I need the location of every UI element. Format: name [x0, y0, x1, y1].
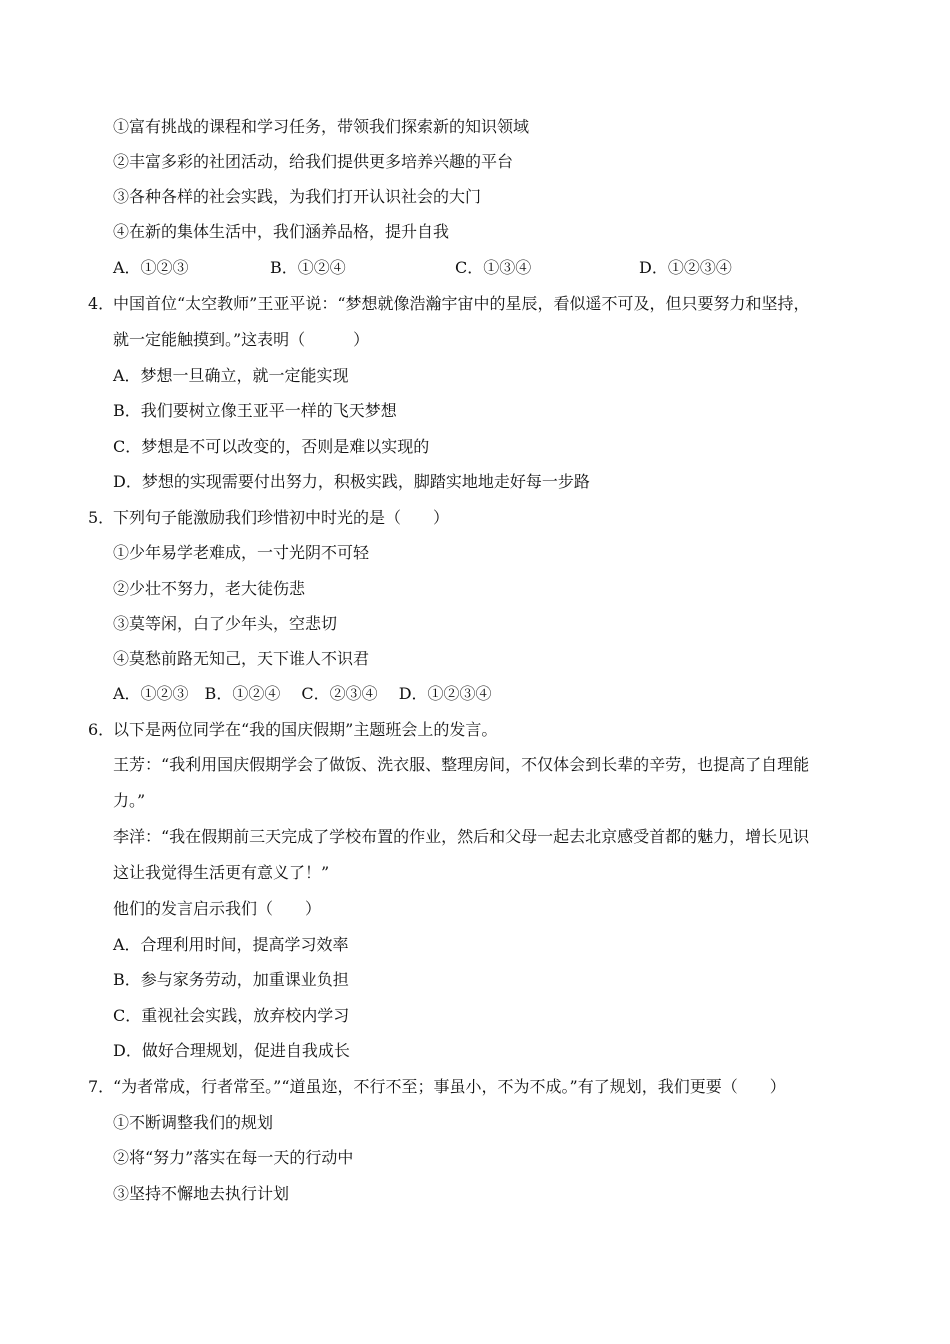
q3-statement-3: ③各种各样的社会实践，为我们打开认识社会的大门: [113, 187, 482, 206]
q4-option-a: A．梦想一旦确立，就一定能实现: [113, 366, 349, 385]
q4-stem-line-2: 就一定能触摸到。”这表明（ ）: [113, 330, 370, 349]
q5-stem: 下列句子能激励我们珍惜初中时光的是（ ）: [113, 508, 450, 527]
q5-options: A．①②③ B．①②④ C．②③④ D．①②③④: [113, 684, 492, 703]
q3-statement-1: ①富有挑战的课程和学习任务，带领我们探索新的知识领域: [113, 117, 530, 136]
q4-option-b: B．我们要树立像王亚平一样的飞天梦想: [113, 401, 397, 420]
q5-statement-3: ③莫等闲，白了少年头，空悲切: [113, 614, 338, 633]
q3-statement-4: ④在新的集体生活中，我们涵养品格，提升自我: [113, 222, 450, 241]
q6-question: 他们的发言启示我们（ ）: [113, 899, 322, 918]
q5-statement-4: ④莫愁前路无知己，天下谁人不识君: [113, 649, 370, 668]
q4-number: 4．: [88, 294, 115, 313]
q4-stem-line-1: 中国首位“太空教师”王亚平说：“梦想就像浩瀚宇宙中的星辰，看似遥不可及，但只要努力和坚持，: [113, 294, 810, 313]
q3-option-d: D．①②③④: [639, 258, 732, 277]
q6-wangfang-line-2: 力。”: [113, 791, 146, 810]
q3-option-a: A．①②③: [113, 258, 189, 277]
q4-option-c: C．梦想是不可以改变的，否则是难以实现的: [113, 437, 430, 456]
q6-number: 6．: [88, 720, 115, 739]
q7-statement-3: ③坚持不懈地去执行计划: [113, 1184, 290, 1203]
q5-number: 5．: [88, 508, 115, 527]
q5-statement-1: ①少年易学老难成，一寸光阴不可轻: [113, 543, 370, 562]
q3-option-b: B．①②④: [270, 258, 346, 277]
q7-statement-2: ②将“努力”落实在每一天的行动中: [113, 1148, 354, 1167]
q6-option-c: C．重视社会实践，放弃校内学习: [113, 1006, 350, 1025]
q6-option-b: B．参与家务劳动，加重课业负担: [113, 970, 349, 989]
q7-number: 7．: [88, 1077, 115, 1096]
q6-option-d: D．做好合理规划，促进自我成长: [113, 1041, 350, 1060]
q7-stem: “为者常成，行者常至。”“道虽迩，不行不至；事虽小，不为不成。”有了规划，我们更要（ ）: [113, 1077, 786, 1096]
q6-stem: 以下是两位同学在“我的国庆假期”主题班会上的发言。: [113, 720, 498, 739]
q6-liyang-line-1: 李洋：“我在假期前三天完成了学校布置的作业，然后和父母一起去北京感受首都的魅力，增长见识: [113, 827, 810, 846]
q5-statement-2: ②少壮不努力，老大徒伤悲: [113, 579, 306, 598]
q6-liyang-line-2: 这让我觉得生活更有意义了！”: [113, 863, 330, 882]
q6-wangfang-line-1: 王芳：“我利用国庆假期学会了做饭、洗衣服、整理房间，不仅体会到长辈的辛劳，也提高了自理能: [113, 755, 810, 774]
q3-statement-2: ②丰富多彩的社团活动，给我们提供更多培养兴趣的平台: [113, 152, 514, 171]
q6-option-a: A．合理利用时间，提高学习效率: [113, 935, 349, 954]
q7-statement-1: ①不断调整我们的规划: [113, 1113, 274, 1132]
q3-option-c: C．①③④: [455, 258, 532, 277]
q4-option-d: D．梦想的实现需要付出努力，积极实践，脚踏实地地走好每一步路: [113, 472, 590, 491]
